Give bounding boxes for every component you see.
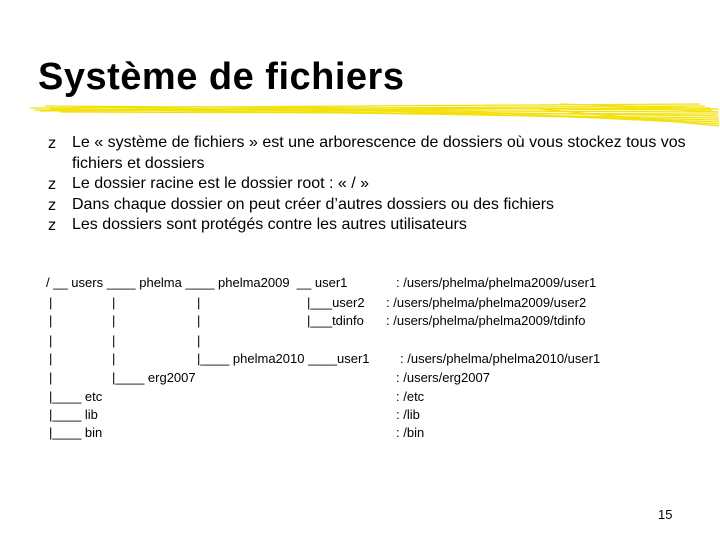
- tree-branch: |: [49, 295, 53, 310]
- tree-branch: |: [112, 351, 116, 366]
- tree-branch: |: [112, 333, 116, 348]
- tree-branch: |: [49, 370, 53, 385]
- bullet-icon: z: [48, 195, 56, 214]
- page-number: 15: [658, 507, 673, 522]
- tree-path: : /users/phelma/phelma2009/tdinfo: [386, 313, 586, 328]
- bullet-text: Le « système de fichiers » est une arborescence de dossiers où vous stockez tous vos fichiers et dossiers: [72, 134, 686, 172]
- tree-branch: |: [112, 313, 116, 328]
- tree-path: : /etc: [396, 389, 425, 404]
- tree-path: : /users/phelma/phelma2009/user1: [396, 275, 597, 290]
- bullet-item: [48, 215, 698, 236]
- bullet-text: Le dossier racine est le dossier root : « / »: [72, 175, 370, 192]
- tree-branch: |: [197, 313, 201, 328]
- tree-path: : /lib: [396, 407, 420, 422]
- bullet-item: [48, 133, 698, 174]
- bullet-text: Les dossiers sont protégés contre les autres utilisateurs: [72, 216, 467, 233]
- tree-node: |____ lib: [49, 407, 98, 422]
- tree-path: : /bin: [396, 425, 425, 440]
- tree-root-line: / __ users ____ phelma ____ phelma2009 __ user1: [46, 275, 348, 290]
- bullet-item: [48, 174, 698, 195]
- tree-branch: |: [112, 295, 116, 310]
- tree-node: |____ erg2007: [112, 370, 196, 385]
- title-underline-decoration: [0, 100, 720, 130]
- bullet-item: [48, 195, 698, 216]
- tree-node: |____ etc: [49, 389, 103, 404]
- tree-branch: |: [49, 313, 53, 328]
- tree-branch: |: [197, 333, 201, 348]
- tree-branch: |: [197, 295, 201, 310]
- tree-node: |___user2: [307, 295, 365, 310]
- tree-branch: |: [49, 351, 53, 366]
- slide-title: Système de fichiers: [38, 56, 405, 98]
- tree-node: |___tdinfo: [307, 313, 364, 328]
- bullet-icon: z: [48, 216, 56, 234]
- bullet-icon: z: [48, 134, 56, 152]
- tree-node: |____ phelma2010 ____user1: [197, 351, 370, 366]
- tree-node: |____ bin: [49, 425, 103, 440]
- bullet-text: Dans chaque dossier on peut créer d’autres dossiers ou des fichiers: [72, 195, 555, 213]
- tree-path: : /users/phelma/phelma2009/user2: [386, 295, 587, 310]
- tree-branch: |: [49, 333, 53, 348]
- tree-path: : /users/phelma/phelma2010/user1: [400, 351, 601, 366]
- tree-path: : /users/erg2007: [396, 370, 490, 385]
- bullet-icon: z: [48, 175, 56, 193]
- bullet-list: [48, 133, 698, 236]
